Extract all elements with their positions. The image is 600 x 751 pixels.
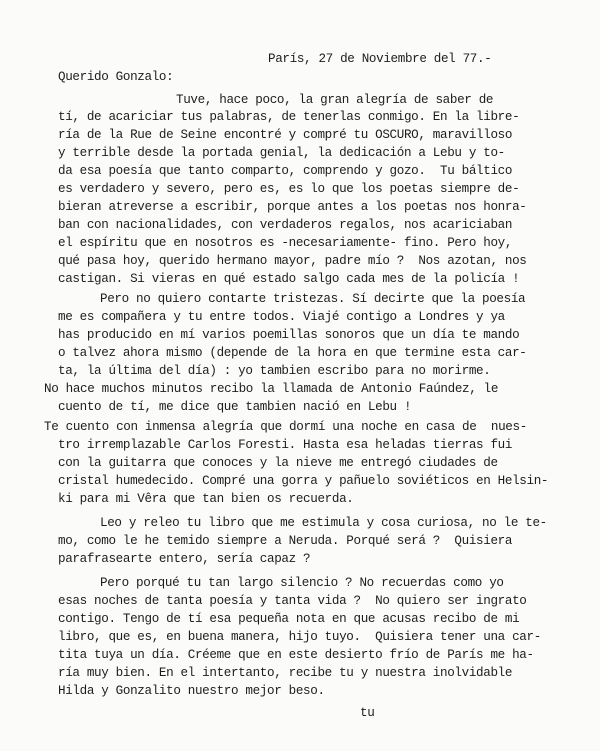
body-line: has producido en mí varios poemillas sonoros que un día te mando <box>58 328 520 342</box>
dateline: París, 27 de Noviembre del 77.- <box>268 52 492 66</box>
body-line: libro, que es, en buena manera, hijo tuyo. Quisiera tener una car- <box>58 630 541 644</box>
body-line: contigo. Tengo de tí esa pequeña nota en que acusas recibo de mi <box>58 612 520 626</box>
body-line: bieran atreverse a escribir, porque antes a los poetas nos honra- <box>58 200 527 214</box>
body-line: Pero porqué tu tan largo silencio ? No recuerdas como yo <box>100 576 504 590</box>
body-line: Pero no quiero contarte tristezas. Sí decirte que la poesía <box>100 292 526 306</box>
body-line: o talvez ahora mismo (depende de la hora en que termine esta car- <box>58 346 527 360</box>
body-line: tro irremplazable Carlos Foresti. Hasta esa heladas tierras fui <box>58 438 513 452</box>
body-line: es verdadero y severo, pero es, es lo que los poetas siempre de- <box>58 182 520 196</box>
body-line: Hilda y Gonzalito nuestro mejor beso. <box>58 684 325 698</box>
body-line: esas noches de tanta poesía y tanta vida ? No quiero ser ingrato <box>58 594 527 608</box>
body-line: me es compañera y tu entre todos. Viajé contigo a Londres y ya <box>58 310 505 324</box>
salutation: Querido Gonzalo: <box>58 70 174 84</box>
body-line: Tuve, hace poco, la gran alegría de saber de <box>176 93 494 107</box>
body-line: castigan. Si vieras en qué estado salgo cada mes de la policía ! <box>58 272 520 286</box>
body-line: cristal humedecido. Compré una gorra y pañuelo soviéticos en Helsin- <box>58 474 549 488</box>
body-line: ki para mi Vêra que tan bien os recuerda. <box>58 492 354 506</box>
body-line: tí, de acariciar tus palabras, de tenerlas conmigo. En la libre- <box>58 110 520 124</box>
body-line: Te cuento con inmensa alegría que dormí una noche en casa de nues- <box>44 420 527 434</box>
body-line: qué pasa hoy, querido hermano mayor, padre mío ? Nos azotan, nos <box>58 254 527 268</box>
body-line: ban con nacionalidades, con verdaderos regalos, nos acariciaban <box>58 218 513 232</box>
body-line: No hace muchos minutos recibo la llamada de Antonio Faúndez, le <box>44 382 499 396</box>
body-line: mo, como le he temido siempre a Neruda. Porqué será ? Quisiera <box>58 534 513 548</box>
body-line: ta, la última del día) : yo tambien escribo para no morirme. <box>58 364 491 378</box>
closing: tu <box>360 706 375 720</box>
body-line: ría muy bien. En el intertanto, recibe tu y nuestra inolvidable <box>58 666 513 680</box>
body-line: ría de la Rue de Seine encontré y compré tu OSCURO, maravilloso <box>58 128 513 142</box>
body-line: y terrible desde la portada genial, la dedicación a Lebu y to- <box>58 146 505 160</box>
body-line: da esa poesía que tanto comparto, comprendo y gozo. Tu báltico <box>58 164 513 178</box>
body-line: parafrasearte entero, sería capaz ? <box>58 552 311 566</box>
body-line: con la guitarra que conoces y la nieve me entregó ciudades de <box>58 456 498 470</box>
body-line: tita tuya un día. Créeme que en este desierto frío de París me ha- <box>58 648 534 662</box>
body-line: el espíritu que en nosotros es -necesariamente- fino. Pero hoy, <box>58 236 513 250</box>
body-line: Leo y releo tu libro que me estimula y cosa curiosa, no le te- <box>100 516 547 530</box>
body-line: cuento de tí, me dice que tambien nació en Lebu ! <box>58 400 412 414</box>
